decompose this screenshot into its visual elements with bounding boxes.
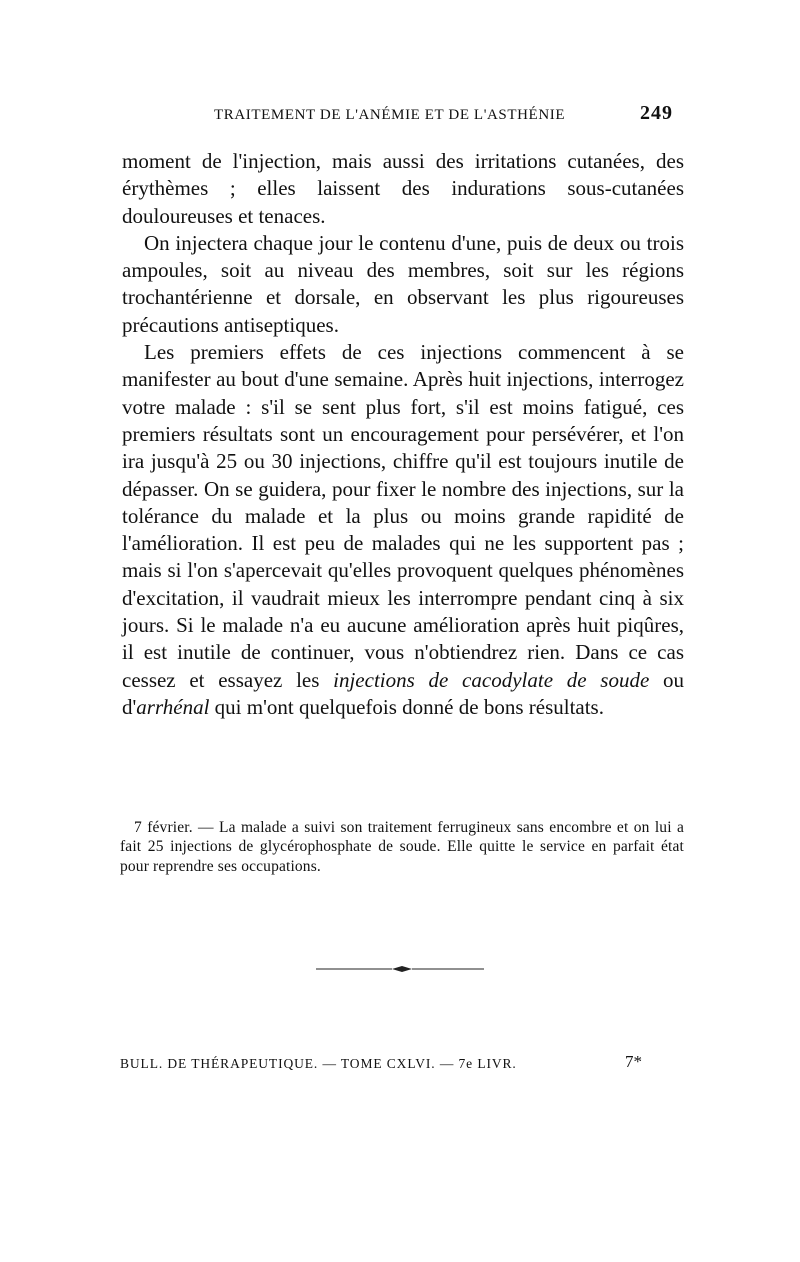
italic-term-arrhenal: arrhénal [136, 694, 210, 719]
paragraph-2: On injectera chaque jour le contenu d'une, puis de deux ou trois ampoules, soit au niveau des membres, soit sur les régions trochantérienne et dorsale, en observant les plus rigoureuses précautions antiseptiques. [122, 230, 684, 337]
paragraph-3 [122, 339, 684, 721]
paragraph-3-text-a: Les premiers effets de ces injections commencent à se manifester au bout d'une semaine. Après huit injections, interrogez votre malade : s'il se sent plus fort, s'il est moins fatigué, ces premiers résultats sont un encouragement pour persévérer, et l'on ira jusqu'à 25 ou 30 injections, chiffre qu'il est toujours inutile de dépasser. On se guidera, pour fixer le nombre des injections, sur la tolérance du malade et la plus ou moins grande rapidité de l'amélioration. Il est peu de malades qui ne les supportent pas ; mais si l'on s'apercevait qu'elles provoquent quelques phénomènes d'excitation, il vaudrait mieux les interrompre pendant cinq à six jours. Si le malade n'a eu aucune amélioration après huit piqûres, il est inutile de continuer, vous n'obtiendrez rien. Dans ce cas cessez et essayez les [122, 340, 684, 692]
case-note [120, 818, 684, 876]
paragraph-3-text-b: ou d' [122, 667, 685, 719]
case-note-text: 7 février. — La malade a suivi son traitement ferrugineux sans encombre et on lui a fait 25 injections de glycérophosphate de soude. Elle quitte le service en parfait état pour reprendre ses occupations. [120, 819, 684, 875]
footer-journal-line: BULL. DE THÉRAPEUTIQUE. — TOME CXLVI. — 7e LIVR. [120, 1056, 517, 1071]
main-text [122, 148, 684, 721]
italic-term-cacodylate: injections de cacodylate de soude [333, 667, 650, 692]
paragraph-3-text-c: qui m'ont quelquefois donné de bons résultats. [214, 694, 604, 719]
ornament-divider [316, 963, 484, 975]
paragraph-1: moment de l'injection, mais aussi des irritations cutanées, des érythèmes ; elles laissent des indurations sous-cutanées douloureuses et tenaces. [122, 149, 684, 228]
page-number: 249 [640, 102, 673, 124]
footer-signature-mark: 7* [625, 1052, 642, 1071]
running-title: TRAITEMENT DE L'ANÉMIE ET DE L'ASTHÉNIE [214, 107, 566, 123]
